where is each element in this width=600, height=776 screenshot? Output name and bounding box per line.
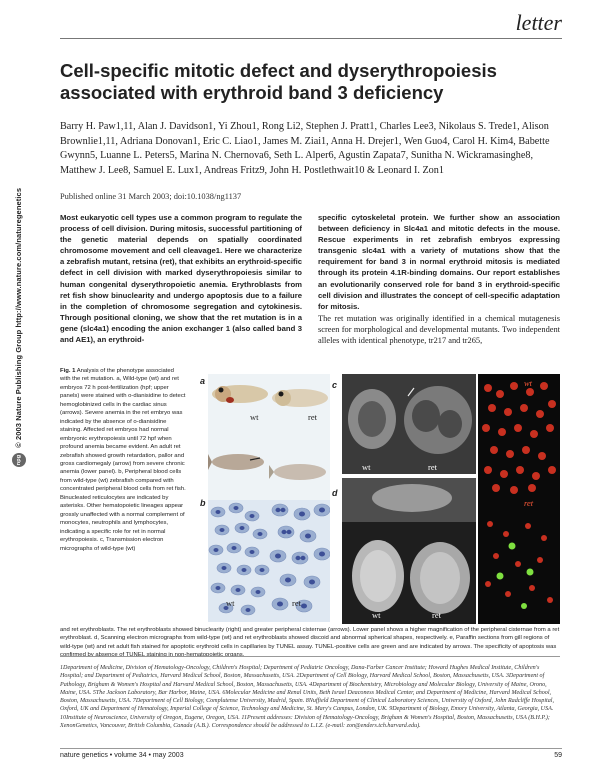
journal-section-label: letter	[515, 10, 562, 35]
abstract-text: Most eukaryotic cell types use a common program to regulate the process of cell division. During mitosis, successful partitioning of the genetic material depends on spatially coordinated chromosome movement and cell cleavage1. Here we characterize a zebrafish mutant, retsina (ret), that exhibits an erythroid-specific defect in cell division with marked dyserythropoiesis similar to human congenital dyserythropoietic anemia. Erythroblasts from ret fish show binuclearity and undergo apoptosis due to a failure in the completion of chromosome segregation and cytokinesis. Through positional cloning, we show that the ret mutation is in a gene (slc4a1) encoding the anion exchanger 1 (also called band 3 and AE1), an erythroid-	[60, 213, 302, 345]
footnote-rule	[60, 656, 560, 657]
affiliations-footnotes: 1Department of Medicine, Division of Hematology-Oncology, Children's Hospital; Department of Pediatric Oncology, Dana-Farber Cancer Institute; Howard Hughes Medical Institute, Children's Hospital; and Department of Pediatrics, Harvard Medical School, Boston, Massachusetts, USA. 2Department of Cell Biology, Harvard Medical School, Boston, Massachusetts, USA. 3Department of Pathology, Brigham & Women's Hospital and Harvard Medical School, Boston, Massachusetts, USA. 4Department of Biochemistry, Microbiology and Molecular Biology, University of Maine, Orono, Maine, USA. 5The Jackson Laboratory, Bar Harbor, Maine, USA. 6Molecular Medicine and Renal Units, Beth Israel Deaconess Medical Center, and Department of Medicine, Harvard Medical School, Boston, Massachusetts, USA. 7Department of Cell Biology, Complutense University, Madrid, Spain. 8Nuffield Department of Clinical Laboratory Sciences, University of Oxford, John Radcliffe Hospital, Oxford, UK and Department of Hematology, Imperial College of Science, Technology and Medicine, St. Mary's Campus, London, UK. 9Department of Biology, Emory University, Atlanta, Georgia, USA. 10Institute of Neuroscience, University of Oregon, Eugene, Oregon, USA. 11Present addresses: Division of Hematology-Oncology, Brigham & Women's Hospital, Boston, Massachusetts, USA (B.H.P.); XenonGenetics, Vancouver, British Columbia, Canada (A.B.). Correspondence should be addressed to L.I.Z. (e-mail: zon@enders.tch.harvard.edu).	[60, 665, 554, 730]
body-text: The ret mutation was originally identified in a chemical mutagenesis screen for morphological and developmental mutants. Two independent alleles with identical phenotype, tr217 and tr265,	[318, 313, 560, 346]
panel-label-d: d	[332, 488, 338, 498]
panel-d-wt-label: wt	[372, 610, 381, 620]
header-rule	[60, 38, 562, 39]
panel-e-ret-label: ret	[524, 498, 534, 508]
sem-image	[342, 478, 476, 624]
panel-c-ret-label: ret	[428, 462, 437, 472]
abstract-continued: specific cytoskeletal protein. We further show an association between deficiency in Slc4a1 and mitotic defects in the mouse. Rescue experiments in ret zebrafish embryos expressing transgenic slc4a1 with a variety of mutations show that the requirement for band 3 in normal erythroid mitosis is mediated through its protein 4.1R-binding domains. Our report establishes an evolutionarily conserved role for band 3 in erythroid-specific cell division and illustrates the concept of cell-specific adaptation for mitosis.	[318, 213, 560, 311]
tem-image	[342, 374, 476, 474]
article-title: Cell-specific mitotic defect and dyserythropoiesis associated with erythroid band 3 deficiency	[60, 60, 497, 103]
npg-logo-icon: npg	[12, 453, 26, 467]
panel-a-wt-label: wt	[250, 412, 259, 422]
figure-legend-text: Analysis of the phenotype associated with the ret mutation. a, Wild-type (wt) and ret embryos 72 h post-fertilization (hpf; upper panels) were stained with o-dianisidine to detect hemoglobinized cells in the cardiac sinus (arrows). Severe anemia in the ret embryo was indicated by the absence of o-dianisidine staining. Affected ret embryos had normal embryonic erythropoiesis until 72 hpf when profound anemia became evident. An adult ret zebrafish showed growth retardation, pallor and gross cardiomegaly (arrow) from severe chronic anemia (lower panel). b, Peripheral blood cells from wild-type (wt) zebrafish compared with concentrated peripheral blood cells from ret fish. Binucleated reticulocytes are indicated by asterisks. Other hematopoietic lineages appear grossly unaffected with a normal complement of monocytes, neutrophils and lymphocytes, indicating a specific role for ret in normal erythropoiesis. c, Transmission electron micrographs of wild-type (wt)	[60, 368, 186, 552]
journal-citation: nature genetics • volume 34 • may 2003	[60, 752, 184, 759]
panel-label-a: a	[200, 376, 206, 386]
figure-legend	[60, 367, 186, 553]
panel-e-wt-label: wt	[524, 378, 533, 388]
panel-d-ret-label: ret	[432, 610, 441, 620]
page-number: 59	[554, 752, 562, 759]
publication-info: Published online 31 March 2003; doi:10.1038/ng1137	[60, 192, 242, 201]
panel-b-ret-label: ret	[292, 598, 301, 608]
tunel-image	[478, 374, 560, 624]
panel-label-b: b	[200, 498, 206, 508]
author-list: Barry H. Paw1,11, Alan J. Davidson1, Yi Zhou1, Rong Li2, Stephen J. Pratt1, Charles Lee3, Nikolaus S. Trede1, Alison Brownlie1,11, Adriana Donovan1, Eric C. Liao1, James M. Ziai1, Anna H. Drejer1, Wen Guo4, Carol H. Kim4, Babette Gwynn5, Luanne L. Peters5, Marina N. Chernova6, Seth L. Alper6, Agustin Zapata7, Sunitha N. Wickramasinghe8, Matthew J. Lee8, Samuel E. Lux1, Andreas Fritz9, John H. Postlethwait10 & Leonard I. Zon1	[60, 121, 550, 176]
side-copyright	[12, 188, 26, 470]
embryo-adult-image	[208, 374, 330, 502]
figure-legend-continued: and ret erythroblasts. The ret erythroblasts showed binuclearity (right) and greater peripheral cisternae (arrows). Lower panel shows a higher magnification of the peripheral cisternae from a ret erythroblast. d, Scanning electron micrographs from wild-type (wt) and ret erythroblasts showed discoid and abnormal spherical shapes, respectively. e, Paraffin sections from gill regions of wild-type (wt) and ret adult fish stained for apoptotic erythroid cells in capillaries by TUNEL assay. TUNEL-positive cells are green and are indicated by arrows. The specificity of apoptosis was	[60, 627, 560, 650]
copyright-text: © 2003 Nature Publishing Group http://www.nature.com/naturegenetics	[13, 187, 23, 448]
panel-b-wt-label: wt	[226, 598, 235, 608]
panel-label-c: c	[332, 380, 338, 390]
right-column	[318, 212, 560, 346]
panel-a-ret-label: ret	[308, 412, 317, 422]
figure-legend-label: Fig. 1	[60, 368, 76, 374]
panel-c-wt-label: wt	[362, 462, 371, 472]
footer-rule	[60, 748, 562, 749]
